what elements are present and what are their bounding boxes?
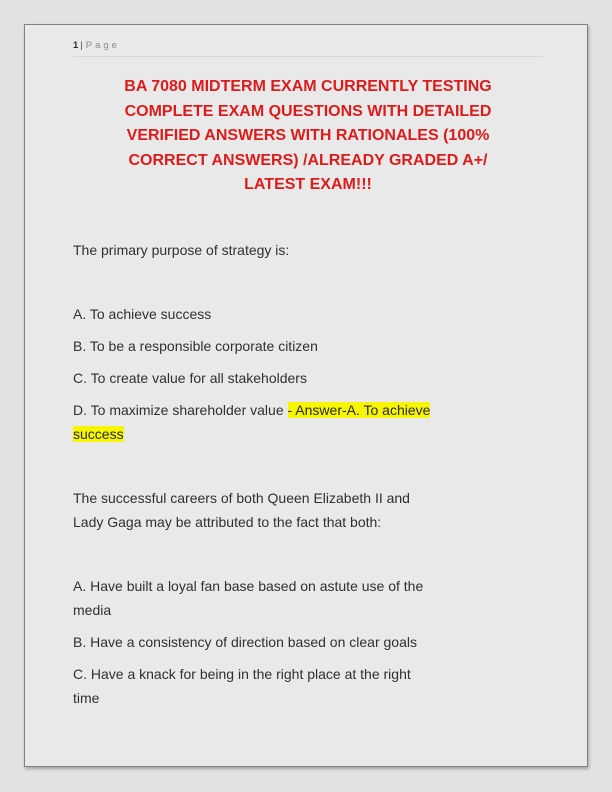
paragraph-spacer [73,454,543,486]
title-line: BA 7080 MIDTERM EXAM CURRENTLY TESTING [124,78,492,95]
page-header [73,39,543,53]
question-2-prompt: The successful careers of both Queen Elizabeth II and Lady Gaga may be attributed to the fact that both: [73,489,410,530]
question-1-option-d [73,398,543,446]
page-header-divider: | [80,40,83,51]
title-line: VERIFIED ANSWERS WITH RATIONALES (100% [126,127,490,144]
question-1-option-c: C. To create value for all stakeholders [73,369,307,386]
question-2-option-c: C. Have a knack for being in the right place at the right time [73,665,411,706]
document-page [24,24,588,767]
document-body [73,238,543,710]
question-1-option-a: A. To achieve success [73,305,212,322]
question-1-option-b: B. To be a responsible corporate citizen [73,337,318,354]
question-2-option-a: A. Have built a loyal fan base based on astute use of the media [73,577,424,618]
document-title [78,75,538,198]
paragraph-spacer [73,270,543,302]
question-2-option-b: B. Have a consistency of direction based on clear goals [73,633,417,650]
option-d-text: D. To maximize shareholder value [73,401,284,418]
answer-highlight: - Answer-A. To achieve [287,401,431,418]
question-1-prompt: The primary purpose of strategy is: [73,241,290,258]
title-line: LATEST EXAM!!! [244,176,372,193]
page-number: 1 [73,40,80,51]
header-rule [73,56,543,57]
page-header-label: Page [85,40,120,51]
paragraph-spacer [73,542,543,574]
answer-highlight: success [73,425,124,442]
title-line: COMPLETE EXAM QUESTIONS WITH DETAILED [124,102,492,120]
title-line: CORRECT ANSWERS) /ALREADY GRADED A+/ [128,151,488,169]
